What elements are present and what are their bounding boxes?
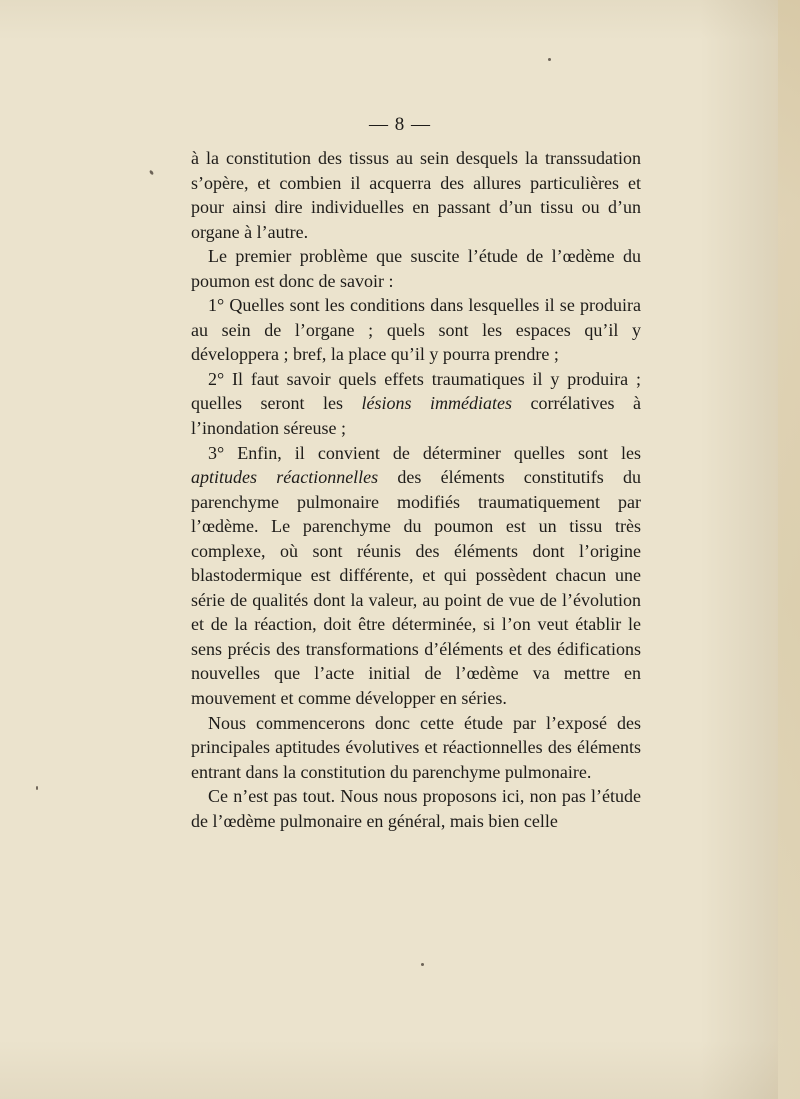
paragraph-text-end: des éléments constitutifs du parenchyme pulmonaire modifiés traumatiquement par l’œdème. Le parenchyme du poumon est un tissu très complexe, où sont réunis des éléments dont l’origine blastodermique est différente, et qui possèdent chacun une série de qualités dont la valeur, au point de vue de l’évolution et de la réaction, doit être déterminée, si l’on veut établir le sens précis des transformations d’éléments et des édifications nouvelles que l’acte initial de l’œdème va mettre en mouvement et comme développer en séries. — [191, 467, 642, 709]
paragraph-continuation — [191, 146, 641, 244]
paragraph-text: Le premier problème que suscite l’étude de l’œdème du poumon est donc de savoir : — [191, 246, 641, 291]
ink-speck — [149, 170, 154, 176]
emphasis-text: aptitudes réactionnelles — [191, 467, 379, 488]
paragraph-final — [191, 784, 641, 833]
paragraph-text-start: 3° Enfin, il convient de déterminer quelles sont les — [208, 442, 641, 463]
body-text — [191, 146, 641, 833]
paragraph-text-start: 2° Il faut savoir quels effets traumatiques il y produira ; quelles seront les — [191, 368, 641, 414]
ink-speck — [421, 963, 424, 966]
paragraph-text-end: corrélatives à l’inondation séreuse ; — [191, 393, 641, 439]
ink-speck — [548, 58, 551, 61]
page-number: — 8 — — [369, 114, 431, 135]
paragraph-text: Ce n’est pas tout. Nous nous proposons ici, non pas l’étude de l’œdème pulmonaire en général, mais bien celle — [191, 786, 641, 831]
paragraph-text: Nous commencerons donc cette étude par l’exposé des principales aptitudes évolutives et réactionnelles des éléments entrant dans la constitution du parenchyme pulmonaire. — [191, 712, 641, 782]
page-edge-stain — [778, 0, 800, 1099]
paragraph-point-3 — [191, 441, 641, 711]
paragraph-point-1 — [191, 293, 641, 367]
ink-speck — [36, 786, 38, 790]
paragraph-text: à la constitution des tissus au sein desquels la transsudation s’opère, et combien il acquerra des allures particulières et pour ainsi dire individuelles en passant d’un tissu ou d’un organe à l’autre. — [191, 148, 641, 242]
paragraph-problem — [191, 244, 641, 293]
emphasis-text: lésions immédiates — [361, 393, 513, 414]
paragraph-point-2 — [191, 367, 641, 441]
paragraph-study — [191, 711, 641, 785]
paragraph-text: 1° Quelles sont les conditions dans lesquelles il se produira au sein de l’organe ; quels sont les espaces qu’il y développera ; bref, la place qu’il y pourra prendre ; — [191, 295, 641, 365]
